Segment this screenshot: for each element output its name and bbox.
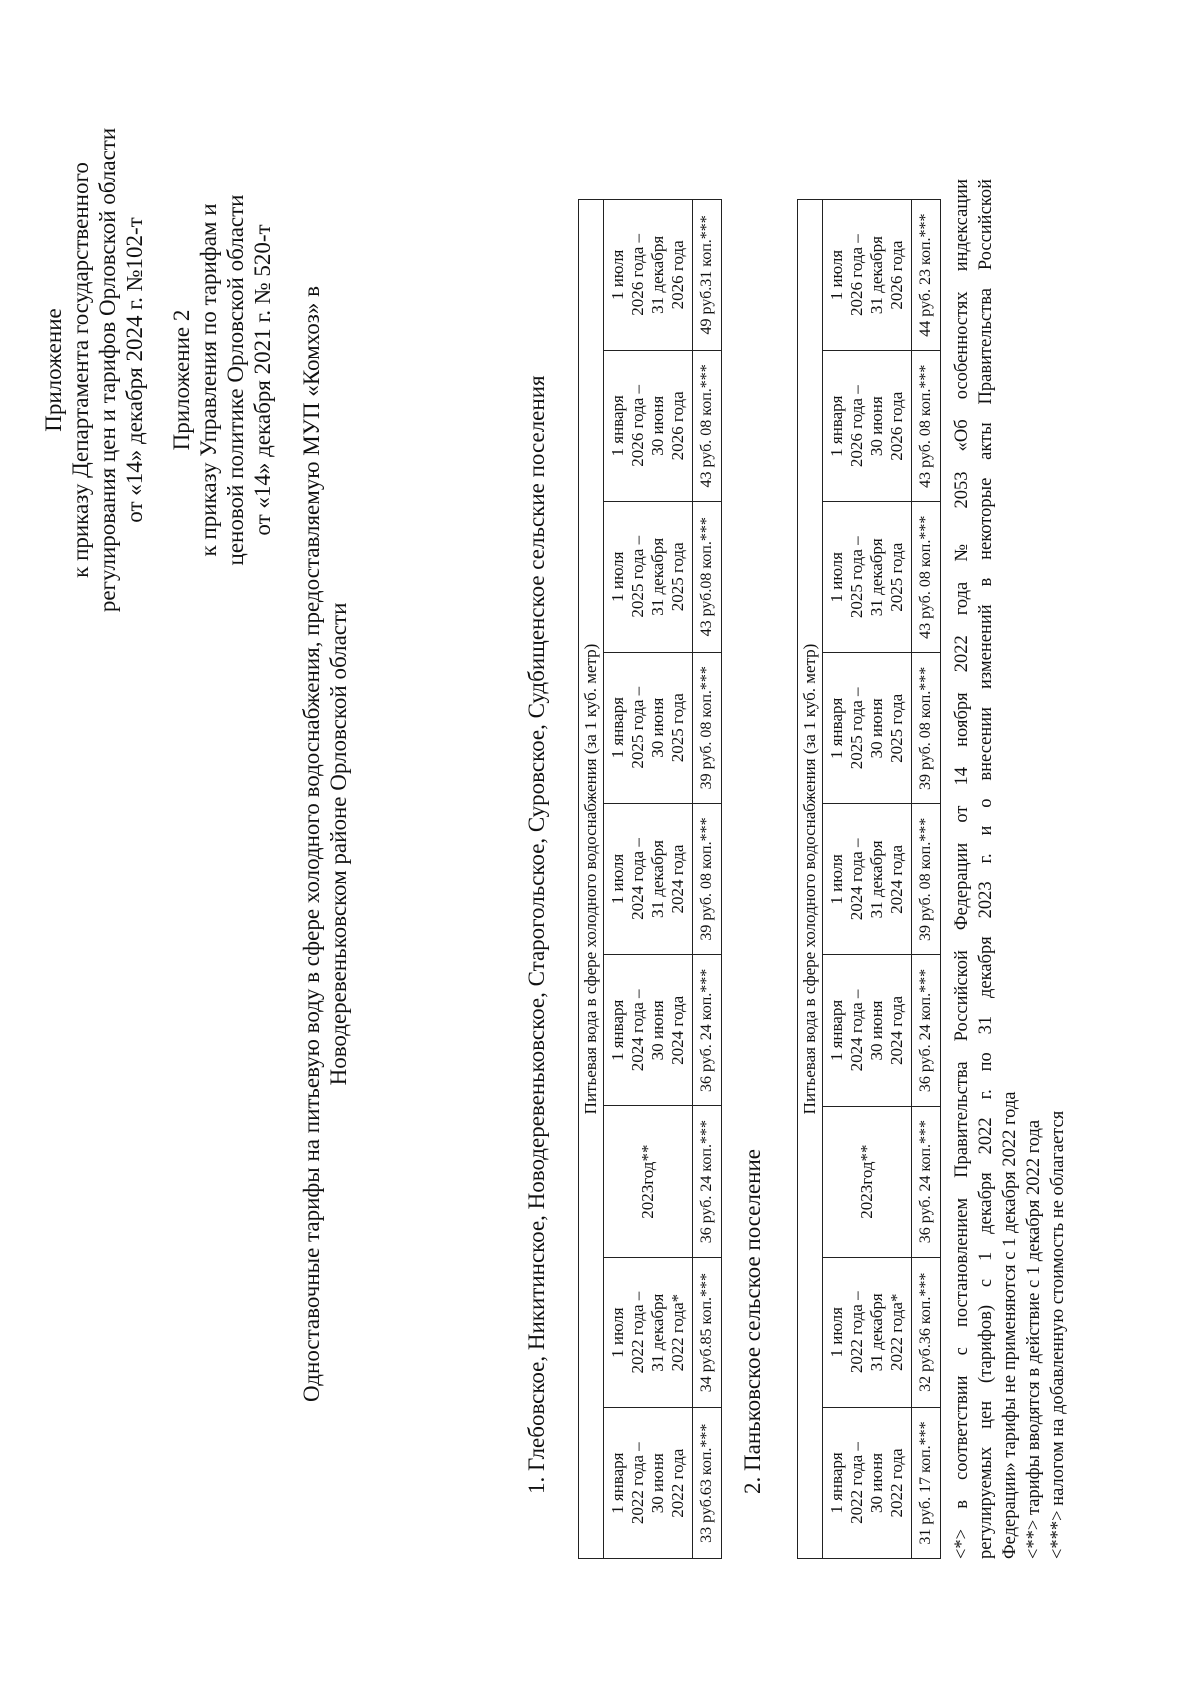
period-text: 2025 года – [847,536,866,619]
period-text: 2024 года – [847,838,866,921]
period-text: 1 июля [827,854,846,905]
period-text: 30 июня [867,396,886,457]
period-text: 1 июля [827,1307,846,1358]
period-text: 1 июля [827,249,846,301]
document-title-line-2: Новодеревеньковском районе Орловской области [326,602,351,1086]
period-text: 31 декабря [867,236,886,315]
period-text: 2026 года [887,240,906,310]
price-cell: 43 руб. 08 коп.*** [912,351,941,502]
table-caption: Питьевая вода в сфере холодного водоснабжения (за 1 куб. метр) [579,200,604,1559]
price-cell: 39 руб. 08 коп.*** [693,803,722,954]
period-text: 31 декабря [648,537,667,616]
price-cell: 36 руб. 24 коп.*** [912,955,941,1106]
price-row [912,200,941,1559]
price-cell: 43 руб. 08 коп.*** [693,350,722,501]
footnote-2: <**> тарифы вводятся в действие с 1 декабря 2022 года [1024,1119,1044,1559]
period-cell [604,1257,693,1408]
period-cell [823,200,912,351]
period-text: 2024 года [887,844,906,914]
period-text: 31 декабря [648,840,667,919]
appendix2-header [168,100,276,660]
period-row [823,200,912,1559]
period-text: 30 июня [648,1453,667,1514]
price-cell: 43 руб.08 коп.*** [693,501,722,652]
period-cell [604,652,693,803]
period-text: 31 декабря [648,1293,667,1372]
period-cell [604,1408,693,1559]
period-text: 2022 года* [668,1293,687,1372]
period-text: 1 июля [608,551,627,602]
period-text: 1 января [827,1452,846,1514]
period-text: 2026 года – [847,385,866,468]
appendix2-title: Приложение 2 [169,309,194,451]
period-row [604,200,693,1559]
tariff-table-2 [797,199,941,1559]
section-2-title: 2. Паньковское сельское поселение [740,1148,765,1494]
period-cell [823,955,912,1106]
period-text: 1 января [827,999,846,1062]
period-text: 2025 года – [847,687,866,770]
period-text: 1 января [827,697,846,760]
period-text: 2024 года [887,995,906,1065]
period-text: 1 января [827,395,846,457]
period-text: 2025 года – [628,686,647,769]
period-text: 30 июня [867,1000,886,1061]
price-cell: 43 руб. 08 коп.*** [912,502,941,653]
footnotes [950,179,1070,1559]
period-text: 30 июня [867,1452,886,1513]
price-cell: 44 руб. 23 коп.*** [912,200,941,351]
period-text: 2024 года – [847,989,866,1072]
period-cell [604,1106,693,1257]
period-cell [823,1106,912,1257]
period-text: 31 декабря [867,538,886,617]
period-text: 1 июля [608,853,627,905]
appendix-line-3: от «14» декабря 2024 г. №102-т [122,217,147,523]
appendix-header [40,90,148,650]
period-text: 2024 года [668,995,687,1065]
period-text: 31 декабря [648,235,667,314]
period-text: 2026 года – [628,233,647,316]
period-text: 1 января [608,395,627,457]
period-text: 1 июля [827,552,846,603]
period-text: 2026 года – [628,384,647,467]
appendix2-line-3: от «14» декабря 2021 г. № 520-т [250,224,275,536]
period-cell [823,1257,912,1407]
period-cell [604,955,693,1106]
price-cell: 36 руб. 24 коп.*** [693,1106,722,1257]
period-text: 31 декабря [867,1293,886,1372]
appendix2-line-2: ценовой политике Орловской области [223,194,248,566]
period-cell [823,351,912,502]
period-cell [604,803,693,954]
period-text: 2025 года [887,542,906,612]
table-caption: Питьевая вода в сфере холодного водоснабжения (за 1 куб. метр) [798,200,823,1559]
period-text: 30 июня [648,395,667,456]
period-text: 2023год** [857,1144,876,1219]
period-text: 2025 года [668,542,687,612]
period-text: 1 июля [608,249,627,301]
footnote-1-line-2: регулируемых цен (тарифов) с 1 декабря 2022 г. по 31 декабря 2023 г. и о внесении изменений в некоторые акты Правительства Российской [976,179,996,1559]
period-text: 2022 года* [887,1293,906,1372]
period-cell [823,804,912,955]
period-text: 2022 года [668,1448,687,1518]
price-row [693,200,722,1559]
price-cell: 32 руб.36 коп.*** [912,1257,941,1407]
price-cell: 31 руб. 17 коп.*** [912,1407,941,1558]
period-text: 2022 года – [628,1291,647,1374]
document-title [298,54,352,1634]
price-cell: 49 руб.31 коп.*** [693,200,722,351]
period-text: 2024 года [668,844,687,914]
footnote-1-line-3: Федерации» тарифы не применяются с 1 декабря 2022 года [1000,1091,1020,1559]
period-cell [604,350,693,501]
period-text: 1 января [608,697,627,759]
period-text: 2024 года – [628,838,647,920]
appendix-line-2: регулирования цен и тарифов Орловской области [95,127,120,613]
period-text: 2023год** [638,1144,657,1219]
period-text: 31 декабря [867,840,886,919]
period-text: 30 июня [648,1000,667,1061]
price-cell: 39 руб. 08 коп.*** [912,804,941,955]
price-cell: 33 руб.63 коп.*** [693,1408,722,1559]
period-text: 2026 года – [847,234,866,316]
period-text: 2022 года – [847,1442,866,1524]
period-cell [604,200,693,351]
period-text: 2025 года [668,693,687,763]
price-cell: 39 руб. 08 коп.*** [693,652,722,803]
price-cell: 36 руб. 24 коп.*** [912,1106,941,1257]
tariff-table-1 [578,199,722,1559]
period-text: 2026 года [668,391,687,461]
price-cell: 39 руб. 08 коп.*** [912,653,941,804]
period-cell [823,502,912,653]
period-text: 1 января [608,1452,627,1514]
section-1-title: 1. Глебовское, Никитинское, Новодеревеньковское, Старогольское, Суровское, Судбищенское сельские поселения [524,375,549,1494]
footnote-3: <***> налогом на добавленную стоимость не облагается [1048,1110,1068,1559]
period-text: 2024 года – [628,989,647,1072]
period-cell [604,501,693,652]
period-text: 2022 года – [847,1291,866,1374]
period-text: 1 июля [608,1307,627,1358]
period-text: 2025 года – [628,535,647,618]
period-text: 2025 года [887,693,906,763]
period-text: 2026 года [668,240,687,310]
appendix-title: Приложение [41,308,66,432]
period-text: 1 января [608,999,627,1062]
period-text: 2022 года – [628,1442,647,1525]
period-text: 30 июня [648,697,667,758]
appendix-line-1: к приказу Департамента государственного [68,162,93,578]
document-title-line-1: Одноставочные тарифы на питьевую воду в сфере холодного водоснабжения, предоставляемую МУП «Комхоз» в [299,286,324,1402]
price-cell: 34 руб.85 коп.*** [693,1257,722,1408]
period-text: 2026 года [887,391,906,461]
period-text: 30 июня [867,698,886,759]
price-cell: 36 руб. 24 коп.*** [693,955,722,1106]
period-text: 2022 года [887,1448,906,1518]
footnote-1-line-1: <*> в соответствии с постановлением Правительства Российской Федерации от 14 ноября 2022 года № 2053 «Об особенностях индексации [952,179,972,1559]
period-cell [823,653,912,804]
period-cell [823,1407,912,1558]
appendix2-line-1: к приказу Управления по тарифам и [196,203,221,557]
